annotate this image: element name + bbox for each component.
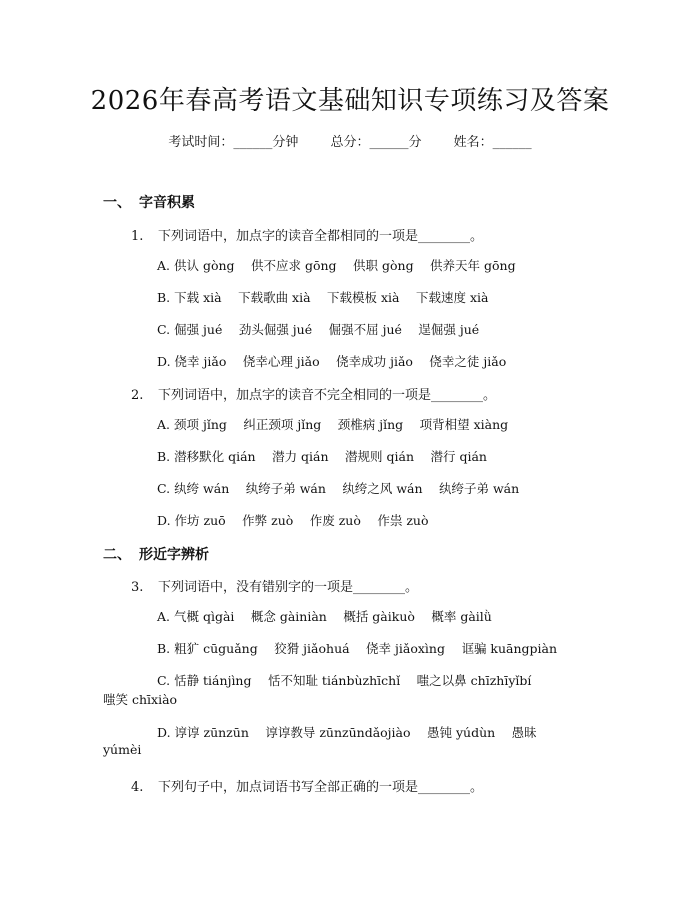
exam-time: 考试时间：______分钟 (168, 135, 299, 150)
section-number: 二、 (103, 547, 131, 563)
section-heading (103, 192, 195, 212)
question-number: 1. (131, 229, 144, 244)
question-text: 下列词语中，加点字的读音全都相同的一项是________。 (158, 229, 484, 244)
question-text: 下列词语中，加点字的读音不完全相同的一项是________。 (158, 388, 497, 403)
question-stem (131, 225, 483, 244)
answer-option: B. 潜移默化 qián 潜力 qián 潜规则 qián 潜行 qián (157, 449, 487, 464)
answer-option-continuation: 嗤笑 chīxiào (103, 692, 178, 707)
answer-option: A. 供认 gòng 供不应求 gōng 供职 gòng 供养天年 gōng (157, 258, 516, 273)
answer-option: B. 下载 xià 下载歌曲 xià 下载模板 xià 下载速度 xià (157, 290, 489, 305)
answer-option: D. 谆谆 zūnzūn 谆谆教导 zūnzūndǎojiào 愚钝 yúdùn 愚昧 (157, 725, 537, 740)
question-text: 下列句子中，加点词语书写全部正确的一项是________。 (158, 780, 484, 795)
question-stem (131, 776, 483, 795)
question-number: 4. (131, 780, 144, 795)
answer-option: D. 侥幸 jiǎo 侥幸心理 jiǎo 侥幸成功 jiǎo 侥幸之徒 jiǎo (157, 354, 507, 369)
section-heading (103, 544, 209, 564)
section-label: 字音积累 (139, 195, 195, 211)
answer-option: C. 倔强 jué 劲头倔强 jué 倔强不屈 jué 逞倔强 jué (157, 322, 480, 337)
answer-option: C. 纨绔 wán 纨绔子弟 wán 纨绔之风 wán 纨绔子弟 wán (157, 481, 520, 496)
answer-option: B. 粗犷 cūguǎng 狡猾 jiǎohuá 侥幸 jiǎoxìng 诓骗 kuāngpiàn (157, 641, 558, 656)
student-name: 姓名：______ (453, 135, 532, 150)
section-label: 形近字辨析 (139, 547, 209, 563)
answer-option: D. 作坊 zuō 作弊 zuò 作废 zuò 作祟 zuò (157, 513, 429, 528)
answer-option: C. 恬静 tiánjìng 恬不知耻 tiánbùzhīchǐ 嗤之以鼻 chīzhīyǐbí (157, 673, 532, 688)
answer-option-continuation: yúmèi (103, 742, 142, 757)
exam-meta (0, 131, 700, 150)
question-number: 3. (131, 580, 144, 595)
section-number: 一、 (103, 195, 131, 211)
answer-option: A. 气概 qìgài 概念 gàiniàn 概括 gàikuò 概率 gàilǜ (157, 609, 492, 624)
question-number: 2. (131, 388, 144, 403)
total-score: 总分：______分 (330, 135, 422, 150)
question-stem (131, 576, 418, 595)
answer-option: A. 颈项 jǐng 纠正颈项 jǐng 颈椎病 jǐng 项背相望 xiàng (157, 417, 509, 432)
question-text: 下列词语中，没有错别字的一项是________。 (158, 580, 419, 595)
page-title: 2026年春高考语文基础知识专项练习及答案 (90, 86, 610, 116)
question-stem (131, 384, 496, 403)
